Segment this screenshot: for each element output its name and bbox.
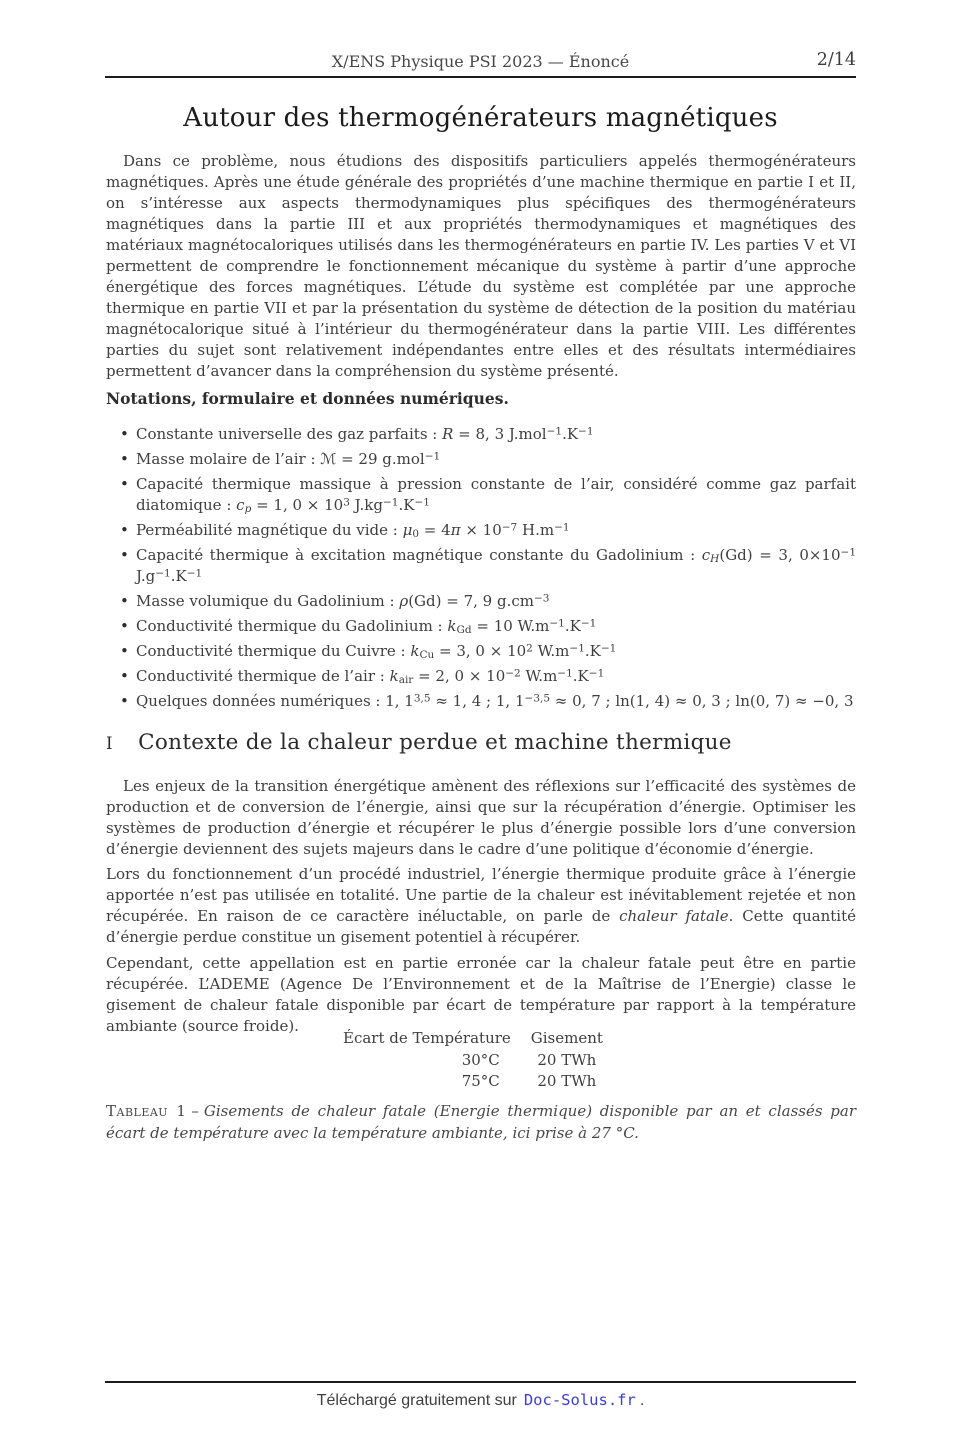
section-title: Contexte de la chaleur perdue et machine thermique bbox=[138, 730, 732, 755]
header-rule bbox=[105, 76, 856, 78]
caption-separator: – bbox=[191, 1102, 199, 1120]
paragraph: Lors du fonctionnement d’un procédé industriel, l’énergie thermique produite grâce à l’énergie apportée n’est pas utilisée en totalité. Une partie de la chaleur est inévitablement rejetée et non récupérée. En raison de ce caractère inéluctable, on parle de chaleur fatale. Cette quantité d’énergie perdue constitue un gisement potentiel à récupérer. bbox=[106, 865, 856, 946]
notation-item: • Capacité thermique à excitation magnétique constante du Gadolinium : cH(Gd) = 3, $0\times 10^{-1}$ $J.g^{-1}.K^{-1}$ bbox=[106, 545, 856, 587]
paragraph: Cependant, cette appellation est en partie erronée car la chaleur fatale peut être en partie récupérée. L’ADEME (Agence De l’Environnement et de la Maîtrise de l’Energie) classe le gisement de chaleur fatale disponible par écart de température par rapport à la température ambiante (source froide). bbox=[106, 954, 856, 1035]
table-cell: 20 TWh bbox=[537, 1050, 597, 1069]
notation-item: • Conductivité thermique de l’air : kair = 2, $0 \times 10^{-2}$ $W.m^{-1}.K^{-1}$ bbox=[106, 666, 856, 687]
notation-item: • Conductivité thermique du Cuivre : kCu = 3, $0 \times 10^2$ $W.m^{-1}.K^{-1}$ bbox=[106, 641, 856, 662]
doc-solus-link[interactable]: Doc-Solus.fr bbox=[523, 1391, 636, 1409]
footer-suffix: . bbox=[639, 1392, 645, 1409]
table-row bbox=[343, 1050, 603, 1072]
fatal-heat-table bbox=[343, 1028, 603, 1093]
caption-label: Tableau 1 bbox=[106, 1102, 187, 1120]
table-header-cell: Gisement bbox=[530, 1029, 603, 1047]
document-title: Autour des thermogénérateurs magnétiques bbox=[183, 103, 778, 133]
notation-item: • Masse volumique du Gadolinium : ρ(Gd) = 7, 9 $g.cm^{-3}$ bbox=[106, 591, 856, 612]
paragraph: Les enjeux de la transition énergétique amènent des réflexions sur l’efficacité des systèmes de production et de conversion de l’énergie, ainsi que sur la récupération d’énergie. Optimiser les systèmes de production d’énergie et récupérer le plus d’énergie possible lors d’une conversion d’énergie deviennent des sujets majeurs dans le cadre d’une politique d’économie d’énergie. bbox=[106, 777, 856, 858]
notation-item: • Perméabilité magnétique du vide : $\mu 0 = 4\pi \times 10^{-7}$ $H.m^{-1}$ bbox=[106, 520, 856, 541]
notations-list bbox=[106, 424, 856, 716]
footer-rule bbox=[105, 1381, 856, 1383]
table-cell: 75°C bbox=[461, 1072, 500, 1090]
footer bbox=[105, 1389, 856, 1412]
table-caption bbox=[106, 1100, 856, 1144]
table-header-row bbox=[343, 1028, 603, 1050]
page-number: 2/14 bbox=[816, 50, 856, 70]
footer-text: Téléchargé gratuitement sur bbox=[316, 1392, 517, 1409]
notations-heading: Notations, formulaire et données numériques. bbox=[106, 389, 509, 408]
notation-item: • Conductivité thermique du Gadolinium : kGd = 10 $W.m^{-1}.K^{-1}$ bbox=[106, 616, 856, 637]
table-header-cell: Écart de Température bbox=[343, 1029, 511, 1047]
table-cell: 30°C bbox=[461, 1050, 500, 1069]
notation-item: • Masse molaire de l’air : ℳ = 29 g.mol$^{-1}$ bbox=[106, 449, 856, 470]
intro-paragraph: Dans ce problème, nous étudions des dispositifs particuliers appelés thermogénérateurs magnétiques. Après une étude générale des propriétés d’une machine thermique en partie I et II, on s’intéresse aux aspects thermodynamiques plus spécifiques des thermogénérateurs magnétiques dans la partie III et aux propriétés thermodynamiques et magnétiques des matériaux magnétocaloriques utilisés dans les thermogénérateurs en partie IV. Les parties V et VI permettent de comprendre le fonctionnement mécanique du système à partir d’une approche énergétique des forces magnétiques. L’étude du système est complétée par une approche thermique en partie VII et par la présentation du système de détection de la position du matériau magnétocalorique situé à l’intérieur du thermogénérateur dans la partie VIII. Les différentes parties du sujet sont relativement indépendantes entre elles et des résultats intermédiaires permettent d’avancer dans la compréhension du système présenté. bbox=[106, 152, 856, 380]
notation-item: • Constante universelle des gaz parfaits : R = 8, 3 $J.mol^{-1}.K^{-1}$ bbox=[106, 424, 856, 445]
notation-item: • Quelques données numériques : 1, $1^{3,5} \approx 1$, 4 ; 1, $1^{-3,5} \approx 0$, 7 ; ln(1, 4) ≈ 0, 3 ; ln(0, 7) ≈ −0, 3 bbox=[106, 691, 856, 712]
caption-text: Gisements de chaleur fatale (Energie thermique) disponible par an et classés par écart de température avec la température ambiante, ici prise à 27 °C. bbox=[106, 1102, 856, 1142]
section-heading bbox=[106, 727, 856, 755]
table-row bbox=[343, 1071, 603, 1093]
notation-item: • Capacité thermique massique à pression constante de l’air, considéré comme gaz parfait diatomique : cp = 1, $0 \times 10^3$ $J.kg^{-1}.K^{-1}$ bbox=[106, 474, 856, 516]
section-number: I bbox=[106, 734, 114, 753]
table-cell: 20 TWh bbox=[537, 1072, 597, 1090]
header-title: X/ENS Physique PSI 2023 — Énoncé bbox=[331, 52, 630, 71]
